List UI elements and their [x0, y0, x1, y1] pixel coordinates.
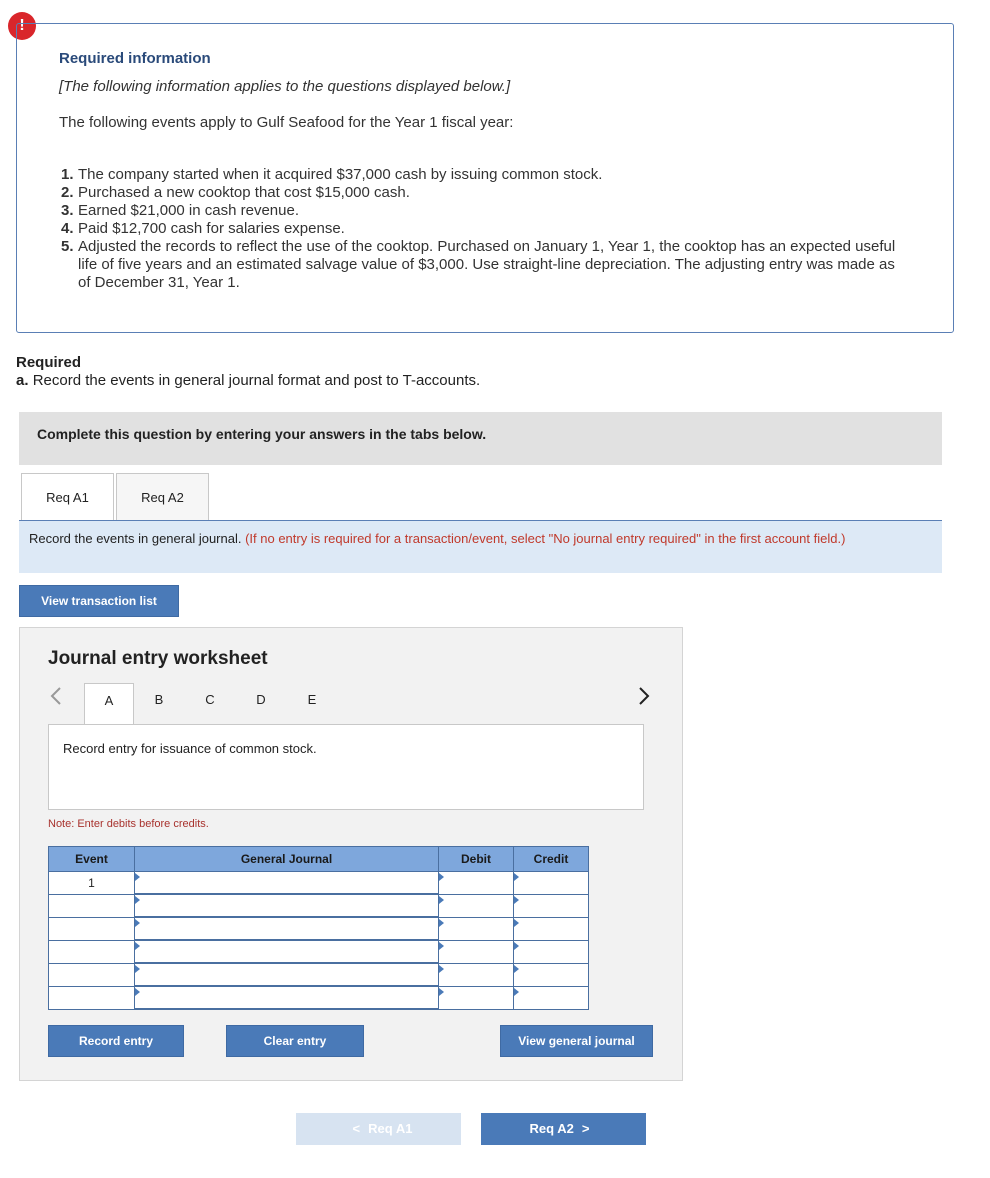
table-row	[49, 963, 589, 986]
worksheet-tab-e[interactable]: E	[307, 692, 317, 707]
event-item-3: 3. Earned $21,000 in cash revenue.	[61, 202, 299, 219]
event-cell: 1	[49, 872, 135, 895]
view-general-journal-button[interactable]: View general journal	[500, 1025, 653, 1057]
credit-input[interactable]	[514, 894, 589, 917]
chevron-right-icon: >	[581, 1121, 590, 1136]
event-cell	[49, 917, 135, 940]
credit-input[interactable]	[514, 963, 589, 986]
credit-input[interactable]	[514, 917, 589, 940]
chevron-left-icon: <	[352, 1121, 361, 1136]
account-select[interactable]	[135, 917, 439, 940]
next-req-a2-button[interactable]: Req A2 >	[481, 1113, 646, 1145]
account-select[interactable]	[135, 986, 439, 1009]
credit-input[interactable]	[514, 940, 589, 963]
account-select[interactable]	[135, 963, 439, 986]
info-intro: The following events apply to Gulf Seafood for the Year 1 fiscal year:	[59, 114, 514, 131]
clear-entry-button[interactable]: Clear entry	[226, 1025, 364, 1057]
prev-req-a1-button[interactable]: < Req A1	[296, 1113, 461, 1145]
debit-input[interactable]	[439, 917, 514, 940]
column-header-credit: Credit	[514, 847, 589, 872]
worksheet-tab-b[interactable]: B	[154, 692, 164, 707]
required-information-box	[16, 23, 954, 333]
journal-entry-table	[48, 846, 589, 1010]
worksheet-title: Journal entry worksheet	[48, 648, 268, 669]
worksheet-tab-c[interactable]: C	[205, 692, 215, 707]
view-transaction-list-button[interactable]: View transaction list	[19, 585, 179, 617]
account-select[interactable]	[135, 872, 439, 895]
table-row	[49, 917, 589, 940]
credit-input[interactable]	[514, 986, 589, 1009]
event-cell	[49, 986, 135, 1009]
event-item-1: 1. The company started when it acquired $37,000 cash by issuing common stock.	[61, 166, 603, 183]
required-part-a: a. Record the events in general journal format and post to T-accounts.	[16, 372, 481, 389]
event-cell	[49, 894, 135, 917]
table-row	[49, 872, 589, 895]
instruction-hint: (If no entry is required for a transaction/event, select "No journal entry required" in the first account field.)	[245, 531, 846, 546]
debit-input[interactable]	[439, 872, 514, 895]
account-select[interactable]	[135, 894, 439, 917]
tab-req-a2[interactable]: Req A2	[116, 473, 209, 521]
debit-input[interactable]	[439, 963, 514, 986]
alert-icon: !	[8, 12, 36, 40]
debit-input[interactable]	[439, 894, 514, 917]
table-row	[49, 894, 589, 917]
events-list	[61, 166, 901, 292]
required-heading: Required	[16, 354, 82, 371]
event-cell	[49, 940, 135, 963]
credit-input[interactable]	[514, 872, 589, 895]
event-cell	[49, 963, 135, 986]
worksheet-tab-a[interactable]: A	[84, 683, 134, 725]
worksheet-description: Record entry for issuance of common stock.	[48, 724, 644, 810]
event-item-5: 5. Adjusted the records to reflect the use of the cooktop. Purchased on January 1, Year 1, the cooktop has an expected useful life of five years and an estimated salvage value of $3,000. Use straight-line depreciation. The adjusting entry was made as of December 31, Year 1.	[61, 238, 896, 291]
table-row	[49, 986, 589, 1009]
column-header-general-journal: General Journal	[135, 847, 439, 872]
record-entry-button[interactable]: Record entry	[48, 1025, 184, 1057]
worksheet-tab-d[interactable]: D	[256, 692, 266, 707]
info-note: [The following information applies to the questions displayed below.]	[59, 78, 511, 95]
worksheet-prev-icon[interactable]	[50, 686, 62, 711]
table-row	[49, 940, 589, 963]
tab-req-a1[interactable]: Req A1	[21, 473, 114, 521]
column-header-debit: Debit	[439, 847, 514, 872]
column-header-event: Event	[49, 847, 135, 872]
event-item-4: 4. Paid $12,700 cash for salaries expense.	[61, 220, 345, 237]
info-title: Required information	[59, 50, 211, 67]
worksheet-note: Note: Enter debits before credits.	[48, 818, 209, 830]
instructions-bar: Complete this question by entering your answers in the tabs below.	[19, 412, 942, 465]
instruction-text: Record the events in general journal. (If no entry is required for a transaction/event, select "No journal entry required" in the first account field.)	[19, 521, 942, 573]
account-select[interactable]	[135, 940, 439, 963]
debit-input[interactable]	[439, 986, 514, 1009]
event-item-2: 2. Purchased a new cooktop that cost $15,000 cash.	[61, 184, 410, 201]
debit-input[interactable]	[439, 940, 514, 963]
worksheet-next-icon[interactable]	[638, 686, 650, 711]
